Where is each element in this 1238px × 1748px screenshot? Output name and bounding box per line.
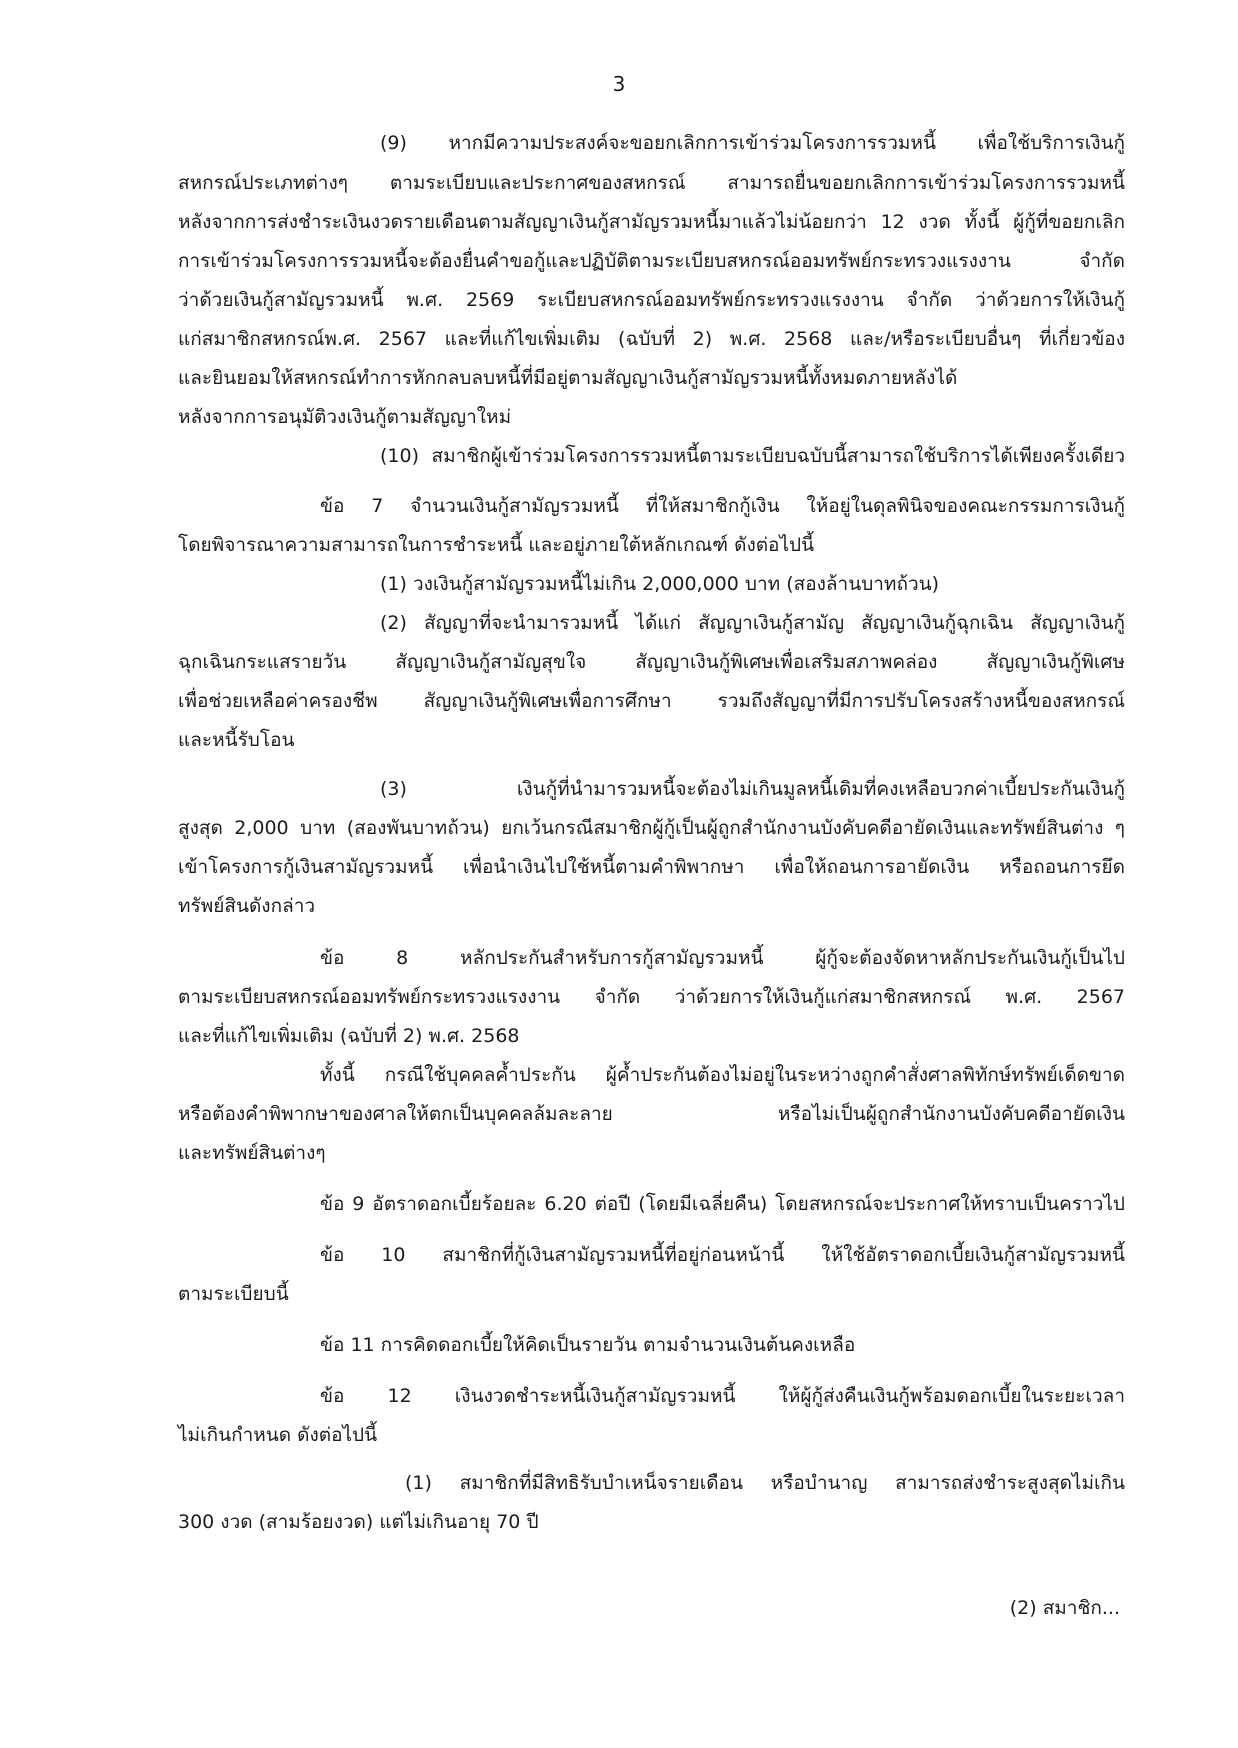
- clause-8-line: ข้อ 8 หลักประกันสำหรับการกู้สามัญรวมหนี้ ผู้กู้จะต้องจัดหาหลักประกันเงินกู้เป็นไป: [320, 947, 1125, 969]
- clause-7-line: ข้อ 7 จำนวนเงินกู้สามัญรวมหนี้ ที่ให้สมาชิกกู้เงิน ให้อยู่ในดุลพินิจของคณะกรรมการเงินกู้: [320, 495, 1125, 517]
- clause-7-item-3: เข้าโครงการกู้เงินสามัญรวมหนี้ เพื่อนำเงินไปใช้หนี้ตามคำพิพากษา เพื่อให้ถอนการอายัดเงิน หรือถอนการยึด: [178, 856, 1125, 878]
- paragraph-line: การเข้าร่วมโครงการรวมหนี้จะต้องยื่นคำขอกู้และปฏิบัติตามระเบียบสหกรณ์ออมทรัพย์กระทรวงแรงงาน จำกัด: [178, 250, 1125, 272]
- clause-8-line: ทั้งนี้ กรณีใช้บุคคลค้ำประกัน ผู้ค้ำประกันต้องไม่อยู่ในระหว่างถูกคำสั่งศาลพิทักษ์ทรัพย์เด็ดขาด: [320, 1064, 1125, 1086]
- clause-8-line: ตามระเบียบสหกรณ์ออมทรัพย์กระทรวงแรงงาน จำกัด ว่าด้วยการให้เงินกู้แก่สมาชิกสหกรณ์ พ.ศ. 2567: [178, 986, 1125, 1008]
- clause-7-item-3: สูงสุด 2,000 บาท (สองพันบาทถ้วน) ยกเว้นกรณีสมาชิกผู้กู้เป็นผู้ถูกสำนักงานบังคับคดีอายัดเงินและทรัพย์สินต่าง ๆ: [178, 817, 1125, 839]
- paragraph-line: หลังจากการอนุมัติวงเงินกู้ตามสัญญาใหม่: [178, 406, 512, 428]
- clause-8-line: หรือต้องคำพิพากษาของศาลให้ตกเป็นบุคคลล้มละลาย หรือไม่เป็นผู้ถูกสำนักงานบังคับคดีอายัดเงิน: [178, 1103, 1125, 1125]
- continuation-note: (2) สมาชิก...: [1009, 1597, 1120, 1619]
- clause-7-item-2: เพื่อช่วยเหลือค่าครองชีพ สัญญาเงินกู้พิเศษเพื่อการศึกษา รวมถึงสัญญาที่มีการปรับโครงสร้างหนี้ของสหกรณ์: [178, 690, 1125, 712]
- paragraph-line: และยินยอมให้สหกรณ์ทำการหักกลบลบหนี้ที่มีอยู่ตามสัญญาเงินกู้สามัญรวมหนี้ทั้งหมดภายหลังได้: [178, 367, 958, 389]
- clause-11-line: ข้อ 11 การคิดดอกเบี้ยให้คิดเป็นรายวัน ตามจำนวนเงินต้นคงเหลือ: [320, 1334, 856, 1356]
- clause-12-line: ไม่เกินกำหนด ดังต่อไปนี้: [178, 1424, 378, 1446]
- clause-7-line: โดยพิจารณาความสามารถในการชำระหนี้ และอยู่ภายใต้หลักเกณฑ์ ดังต่อไปนี้: [178, 534, 815, 556]
- clause-8-line: และที่แก้ไขเพิ่มเติม (ฉบับที่ 2) พ.ศ. 2568: [178, 1025, 520, 1047]
- clause-9-line: ข้อ 9 อัตราดอกเบี้ยร้อยละ 6.20 ต่อปี (โดยมีเฉลี่ยคืน) โดยสหกรณ์จะประกาศให้ทราบเป็นคราวไป: [320, 1193, 1125, 1215]
- paragraph-line: ว่าด้วยเงินกู้สามัญรวมหนี้ พ.ศ. 2569 ระเบียบสหกรณ์ออมทรัพย์กระทรวงแรงงาน จำกัด ว่าด้วยการให้เงินกู้: [178, 289, 1125, 311]
- clause-7-item-2: ฉุกเฉินกระแสรายวัน สัญญาเงินกู้สามัญสุขใจ สัญญาเงินกู้พิเศษเพื่อเสริมสภาพคล่อง สัญญาเงินกู้พิเศษ: [178, 651, 1125, 673]
- clause-7-item-2: (2) สัญญาที่จะนำมารวมหนี้ ได้แก่ สัญญาเงินกู้สามัญ สัญญาเงินกู้ฉุกเฉิน สัญญาเงินกู้: [380, 612, 1125, 634]
- paragraph-line: (9) หากมีความประสงค์จะขอยกเลิกการเข้าร่วมโครงการรวมหนี้ เพื่อใช้บริการเงินกู้: [380, 132, 1125, 154]
- clause-12-item-1: 300 งวด (สามร้อยงวด) แต่ไม่เกินอายุ 70 ปี: [178, 1511, 539, 1533]
- clause-7-item-1: (1) วงเงินกู้สามัญรวมหนี้ไม่เกิน 2,000,000 บาท (สองล้านบาทถ้วน): [380, 573, 940, 595]
- clause-7-item-3: ทรัพย์สินดังกล่าว: [178, 895, 316, 917]
- clause-7-item-2: และหนี้รับโอน: [178, 729, 295, 751]
- paragraph-line: หลังจากการส่งชำระเงินงวดรายเดือนตามสัญญาเงินกู้สามัญรวมหนี้มาแล้วไม่น้อยกว่า 12 งวด ทั้งนี้ ผู้กู้ที่ขอยกเลิก: [178, 211, 1125, 233]
- paragraph-line: สหกรณ์ประเภทต่างๆ ตามระเบียบและประกาศของสหกรณ์ สามารถยื่นขอยกเลิกการเข้าร่วมโครงการรวมหนี้: [178, 172, 1125, 194]
- clause-10-line: ตามระเบียบนี้: [178, 1283, 289, 1305]
- clause-7-item-3: (3) เงินกู้ที่นำมารวมหนี้จะต้องไม่เกินมูลหนี้เดิมที่คงเหลือบวกค่าเบี้ยประกันเงินกู้: [380, 778, 1125, 800]
- clause-10-line: ข้อ 10 สมาชิกที่กู้เงินสามัญรวมหนี้ที่อยู่ก่อนหน้านี้ ให้ใช้อัตราดอกเบี้ยเงินกู้สามัญรวมหนี้: [320, 1244, 1125, 1266]
- clause-12-item-1: (1) สมาชิกที่มีสิทธิรับบำเหน็จรายเดือน หรือบำนาญ สามารถส่งชำระสูงสุดไม่เกิน: [405, 1472, 1125, 1494]
- clause-8-line: และทรัพย์สินต่างๆ: [178, 1142, 326, 1164]
- clause-12-line: ข้อ 12 เงินงวดชำระหนี้เงินกู้สามัญรวมหนี้ ให้ผู้กู้ส่งคืนเงินกู้พร้อมดอกเบี้ยในระยะเวลา: [320, 1385, 1125, 1407]
- paragraph-line: แก่สมาชิกสหกรณ์พ.ศ. 2567 และที่แก้ไขเพิ่มเติม (ฉบับที่ 2) พ.ศ. 2568 และ/หรือระเบียบอื่นๆ ที่เกี่ยวข้อง: [178, 328, 1125, 350]
- page-number: 3: [612, 72, 626, 96]
- paragraph-line: (10) สมาชิกผู้เข้าร่วมโครงการรวมหนี้ตามระเบียบฉบับนี้สามารถใช้บริการได้เพียงครั้งเดียว: [380, 445, 1125, 467]
